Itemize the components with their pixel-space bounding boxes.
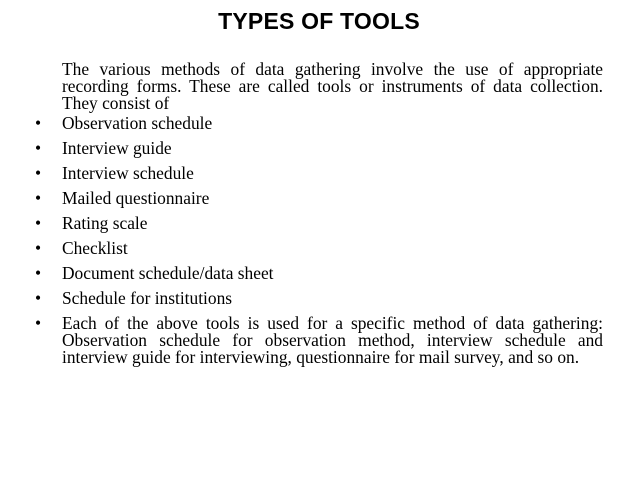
list-item-text: Schedule for institutions [62,288,233,308]
list-item-text: Interview guide [62,138,172,158]
list-item [35,290,603,307]
list-item [35,165,603,182]
list-item [35,140,603,157]
list-item-text: Document schedule/data sheet [62,263,274,283]
list-item [35,240,603,257]
list-item [35,190,603,207]
slide-title: TYPES OF TOOLS [218,8,420,34]
bullet-icon: • [35,188,42,208]
bullet-icon: • [35,213,42,233]
list-item-text: Interview schedule [62,163,194,183]
list-item-text: Observation schedule [62,113,213,133]
list-item-text: Rating scale [62,213,148,233]
list-item-text: Mailed questionnaire [62,188,210,208]
bullet-icon: • [35,288,42,308]
list-item [35,115,603,132]
list-item [35,215,603,232]
tools-list [35,115,603,366]
bullet-icon: • [35,113,42,133]
bullet-icon: • [35,313,42,333]
bullet-icon: • [35,163,42,183]
list-item-text: Checklist [62,238,128,258]
bullet-icon: • [35,138,42,158]
bullet-icon: • [35,263,42,283]
slide-body [35,61,603,366]
intro-paragraph: The various methods of data gathering involve the use of appropriate recording forms. These are called tools or instruments of data collection. They consist of [62,59,603,113]
bullet-icon: • [35,238,42,258]
list-item-text: Each of the above tools is used for a specific method of data gathering: Observation schedule for observation method, interview schedule and interview guide for interviewing, questionnaire for mail survey, and so on. [62,313,603,367]
list-item [35,265,603,282]
list-item [35,315,603,366]
